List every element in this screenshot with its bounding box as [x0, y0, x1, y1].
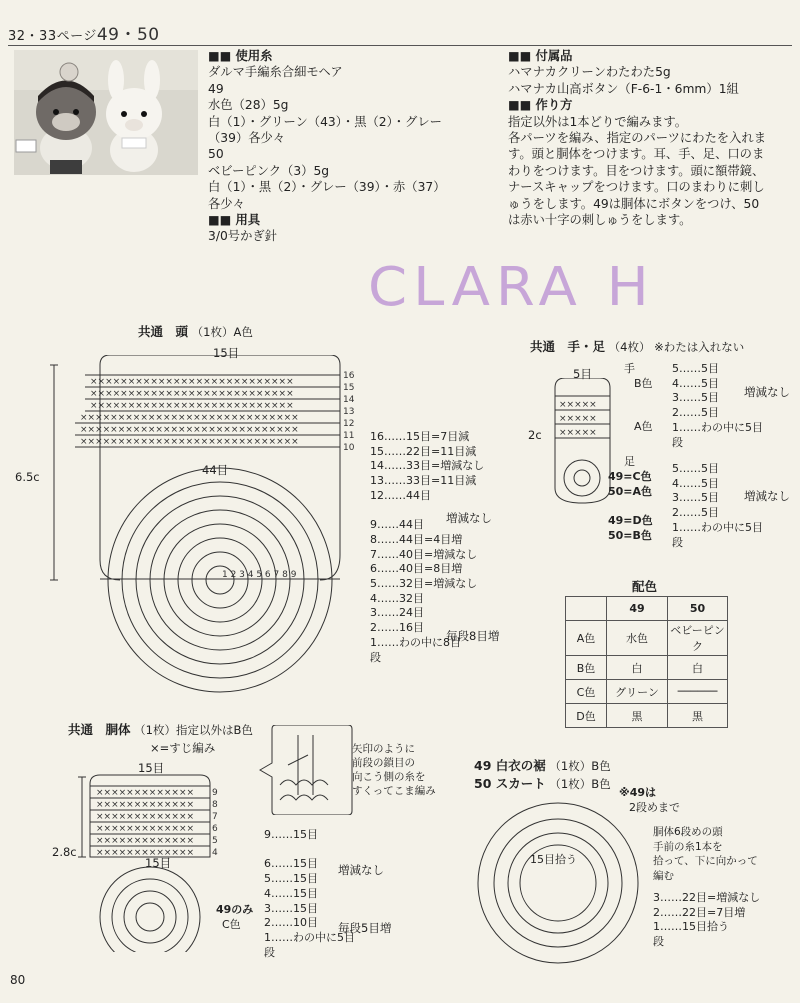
svg-text:×××××: ×××××: [559, 414, 597, 424]
svg-text:12: 12: [343, 419, 355, 429]
foot-d49: 49=D色: [608, 514, 653, 527]
tool-value: 3/0号かぎ針: [208, 229, 277, 244]
foot-row: 2……5目: [672, 506, 719, 520]
skirt-title-49-text: 49 白衣の裾: [474, 758, 546, 773]
svg-text:×××××××××××××: ×××××××××××××: [96, 812, 195, 822]
head-row: 1……わの中に8目: [370, 635, 461, 649]
body-mid: 15目: [145, 856, 172, 870]
svg-text:×××××: ×××××: [559, 400, 597, 410]
product-photo: [14, 50, 198, 175]
skirt-chart: [468, 798, 653, 968]
accessories-section: [508, 48, 766, 228]
foot-c49: 49=C色: [608, 470, 652, 483]
body-row: 2……10目: [264, 916, 318, 930]
svg-text:×××××××××××××××××××××××××××: ×××××××××××××××××××××××××××: [90, 401, 294, 411]
item-49: 49: [208, 81, 224, 96]
accessory-2: ハマナカ山高ボタン（F-6-1・6mm）1組: [508, 81, 739, 96]
svg-text:×××××××××××××××××××××××××××: ×××××××××××××××××××××××××××: [90, 377, 294, 387]
color-header-cell: 50: [668, 597, 728, 621]
color-table: [565, 596, 728, 728]
foot-d50: 50=B色: [608, 528, 652, 542]
svg-text:15: 15: [343, 383, 355, 393]
color-cell: B色: [566, 656, 607, 680]
howto-line: わりをつけます。目をつけます。頭に額帯鏡、: [508, 163, 765, 178]
item-49-sub2: （39）各少々: [208, 131, 286, 146]
hand-a-color: A色: [634, 420, 653, 433]
head-row: 5……32目=増減なし: [370, 577, 478, 591]
color-cell: ──────: [668, 680, 728, 704]
foot-brace: 増減なし: [744, 489, 790, 503]
skirt-desc-line: 拾って、下に向かって: [653, 855, 758, 867]
skirt-row: 2……22目=7目増: [653, 905, 746, 919]
head-height: 6.5c: [15, 470, 40, 484]
svg-text:8: 8: [212, 800, 218, 810]
item-50-sub2: 各少々: [208, 196, 245, 211]
page-header: [8, 20, 160, 45]
color-cell: 水色: [607, 621, 668, 656]
svg-text:×××××××××××××××××××××××××××××: ×××××××××××××××××××××××××××××: [80, 437, 299, 447]
hands-title: [530, 337, 744, 355]
foot-row: 5……5目: [672, 462, 719, 475]
color-header-row: [566, 597, 728, 621]
head-row: 16……15目=7目減: [370, 430, 470, 443]
body-top: 15目: [138, 761, 165, 775]
hand-row: 5……5目: [672, 362, 719, 375]
head-qty: （1枚）A色: [191, 325, 253, 339]
item-49-main: 水色（28）5g: [208, 98, 289, 113]
body-title-text: 共通 胴体: [68, 722, 131, 737]
item-50-sub1: 白（1）・黒（2）・グレー（39）・赤（37）: [208, 180, 446, 195]
tool-title: ■■ 用具: [208, 213, 261, 228]
svg-text:13: 13: [343, 407, 355, 417]
howto-line: ナースキャップをつけます。口のまわりに刺し: [508, 180, 765, 195]
item-50: 50: [208, 147, 224, 162]
svg-text:×××××: ×××××: [559, 428, 597, 438]
head-row: 15……22目=11目減: [370, 444, 477, 458]
callout-illustration: [258, 725, 353, 815]
color-cell: A色: [566, 621, 607, 656]
head-row: 9……44目: [370, 518, 424, 532]
svg-text:11: 11: [343, 431, 355, 441]
hand-row: 2……5目: [672, 406, 719, 420]
skirt-title-50-text: 50 スカート: [474, 776, 546, 791]
hands-title-text: 共通 手・足: [530, 339, 606, 354]
hand-brace: 増減なし: [744, 385, 790, 399]
body-brace2: 毎段5目増: [338, 921, 392, 935]
color-cell: ベビーピンク: [668, 621, 728, 656]
hand-row: 3……5目: [672, 391, 719, 405]
svg-text:14: 14: [343, 395, 355, 405]
body-row: 3……15目: [264, 901, 318, 915]
svg-text:×××××××××××××××××××××××××××: ×××××××××××××××××××××××××××: [90, 389, 294, 399]
skirt-row: 1……15目拾う: [653, 920, 729, 934]
body-row: 9……15目: [264, 828, 318, 841]
head-row: 3……24目: [370, 606, 424, 620]
color-cell: 黒: [607, 704, 668, 728]
howto-line: は赤い十字の刺しゅうをします。: [508, 213, 692, 228]
skirt-desc-line: 手前の糸1本を: [653, 840, 723, 853]
accessories-title: ■■ 付属品: [508, 49, 573, 63]
hand-row-list: [672, 362, 763, 450]
foot-label: 足: [624, 455, 635, 468]
howto-line: 各パーツを編み、指定のパーツにわたを入れま: [508, 131, 766, 146]
body-noteC: C色: [222, 918, 241, 931]
color-row: [566, 704, 728, 728]
head-top-label: 15目: [213, 346, 240, 360]
hand-rows: [624, 362, 635, 377]
head-brace2: 毎段8目増: [446, 629, 500, 643]
foot-row-list: [672, 462, 763, 550]
hand-row: 4……5目: [672, 376, 719, 390]
head-row: 2……16目: [370, 621, 424, 635]
head-row: 6……40目=8目増: [370, 562, 463, 576]
svg-text:6: 6: [212, 824, 218, 834]
color-row: [566, 621, 728, 656]
color-row: [566, 656, 728, 680]
head-row: 13……33目=11目減: [370, 474, 477, 488]
skirt-row: 3……22目=増減なし: [653, 891, 761, 904]
head-brace1: 増減なし: [446, 511, 492, 525]
body-legend-text: =すじ編み: [159, 741, 216, 755]
skirt-qty-49: （1枚）B色: [549, 759, 611, 773]
colors-title-text: 配色: [632, 579, 658, 594]
svg-text:×××××××××××××××××××××××××××××: ×××××××××××××××××××××××××××××: [80, 425, 299, 435]
yarn-name: ダルマ手編糸合細モヘア: [208, 65, 343, 80]
body-chart: [70, 772, 220, 952]
item-50-main: ベビーピンク（3）5g: [208, 163, 330, 178]
skirt-rows: [653, 891, 760, 950]
hand-b-color: B色: [634, 377, 653, 390]
color-cell: 白: [607, 656, 668, 680]
svg-text:5: 5: [212, 836, 218, 846]
skirt-desc-line: 編む: [653, 869, 674, 882]
svg-text:×××××××××××××: ×××××××××××××: [96, 848, 195, 858]
callout-line: 向こう側の糸を: [352, 771, 426, 783]
svg-text:4: 4: [212, 848, 218, 858]
svg-text:×××××××××××××: ×××××××××××××: [96, 788, 195, 798]
head-row: 12……44目: [370, 488, 431, 502]
head-row: 8……44目=4目増: [370, 532, 463, 546]
header-items: 49・50: [96, 25, 160, 45]
callout-text: [352, 742, 436, 798]
head-title: [138, 322, 253, 340]
foot-dan: 段: [672, 535, 683, 549]
body-qty: （1枚）指定以外はB色: [134, 723, 253, 737]
head-row: 7……40目=増減なし: [370, 547, 478, 561]
skirt-desc: [653, 825, 758, 883]
skirt-desc-line: 胴体6段めの頭: [653, 826, 723, 838]
svg-text:10: 10: [343, 443, 355, 453]
foot-colors-bottom: [608, 514, 653, 543]
hands-height: 2c: [528, 428, 542, 442]
accessory-1: ハマナカクリーンわたわた5g: [508, 65, 671, 80]
svg-text:16: 16: [343, 371, 355, 381]
color-row: [566, 680, 728, 704]
item-49-sub1: 白（1）・グリーン（43）・黒（2）・グレー: [208, 114, 442, 129]
body-row: 4……15目: [264, 886, 318, 900]
svg-text:1 2 3 4 5 6 7 8 9: 1 2 3 4 5 6 7 8 9: [222, 570, 297, 580]
callout-line: 矢印のように: [352, 743, 415, 755]
head-chart: [40, 355, 360, 695]
body-title: [68, 720, 253, 738]
body-brace1: 増減なし: [338, 863, 384, 877]
hands-top: 5目: [573, 367, 592, 381]
howto-line: ゅうをします。49は胴体にボタンをつけ、50: [508, 196, 760, 211]
materials-section: [208, 48, 446, 245]
howto-line: 指定以外は1本どりで編みます。: [508, 114, 687, 129]
body-row: 段: [264, 945, 275, 959]
svg-text:×××××××××××××: ×××××××××××××: [96, 824, 195, 834]
skirt-title-50: [474, 774, 611, 792]
foot-c50: 50=A色: [608, 484, 653, 498]
svg-text:9: 9: [212, 788, 218, 798]
color-cell: グリーン: [607, 680, 668, 704]
color-header-cell: 49: [607, 597, 668, 621]
watermark: CLARA H: [368, 256, 655, 319]
body-note49: 49のみ: [216, 903, 254, 916]
hands-qty: （4枚）: [608, 340, 651, 354]
foot-row: 1……わの中に5目: [672, 520, 763, 534]
sujiami-icon: ×: [150, 741, 160, 755]
skirt-note-2: 2段めまで: [629, 800, 680, 814]
howto-line: す。頭と胴体をつけます。耳、手、足、口のま: [508, 147, 765, 162]
head-row: 段: [370, 650, 381, 664]
hands-note: ※わたは入れない: [654, 340, 745, 354]
callout-line: すくってこま編み: [352, 785, 436, 797]
color-header-cell: [566, 597, 607, 621]
skirt-note-1: ※49は: [619, 786, 657, 799]
body-rows: [264, 828, 355, 960]
color-cell: D色: [566, 704, 607, 728]
foot-row: 4……5目: [672, 476, 719, 490]
header-pages: 32・33ページ: [8, 29, 97, 44]
hand-row: 1……わの中に5目: [672, 420, 763, 434]
header-divider: [8, 45, 792, 46]
svg-text:×××××××××××××××××××××××××××××: ×××××××××××××××××××××××××××××: [80, 413, 299, 423]
skirt-pick: 15目拾う: [530, 853, 577, 866]
head-mid-label: 44目: [202, 463, 229, 477]
yarn-title: ■■ 使用糸: [208, 49, 273, 63]
body-row: 6……15目: [264, 857, 318, 871]
callout-line: 前段の鎖目の: [352, 757, 415, 769]
body-height: 2.8c: [52, 845, 77, 859]
body-legend: [150, 740, 215, 756]
foot-colors-top: [608, 470, 652, 499]
svg-text:×××××××××××××: ×××××××××××××: [96, 836, 195, 846]
howto-title: ■■ 作り方: [508, 98, 573, 113]
svg-text:×××××××××××××: ×××××××××××××: [96, 800, 195, 810]
color-cell: 白: [668, 656, 728, 680]
color-cell: C色: [566, 680, 607, 704]
skirt-qty-50: （1枚）B色: [549, 777, 611, 791]
body-row: 1……わの中に5目: [264, 930, 355, 944]
hand-label: 手: [624, 362, 635, 375]
page-number: 80: [10, 973, 26, 987]
color-cell: 黒: [668, 704, 728, 728]
skirt-row: 段: [653, 935, 664, 949]
foot-row: 3……5目: [672, 491, 719, 505]
head-row: 14……33目=増減なし: [370, 459, 485, 473]
hand-dan: 段: [672, 435, 683, 449]
svg-text:7: 7: [212, 812, 218, 822]
head-row: 4……32目: [370, 591, 424, 605]
body-row: 5……15目: [264, 872, 318, 886]
head-title-text: 共通 頭: [138, 324, 189, 339]
colors-title: [632, 577, 657, 595]
skirt-title-49: [474, 756, 611, 774]
